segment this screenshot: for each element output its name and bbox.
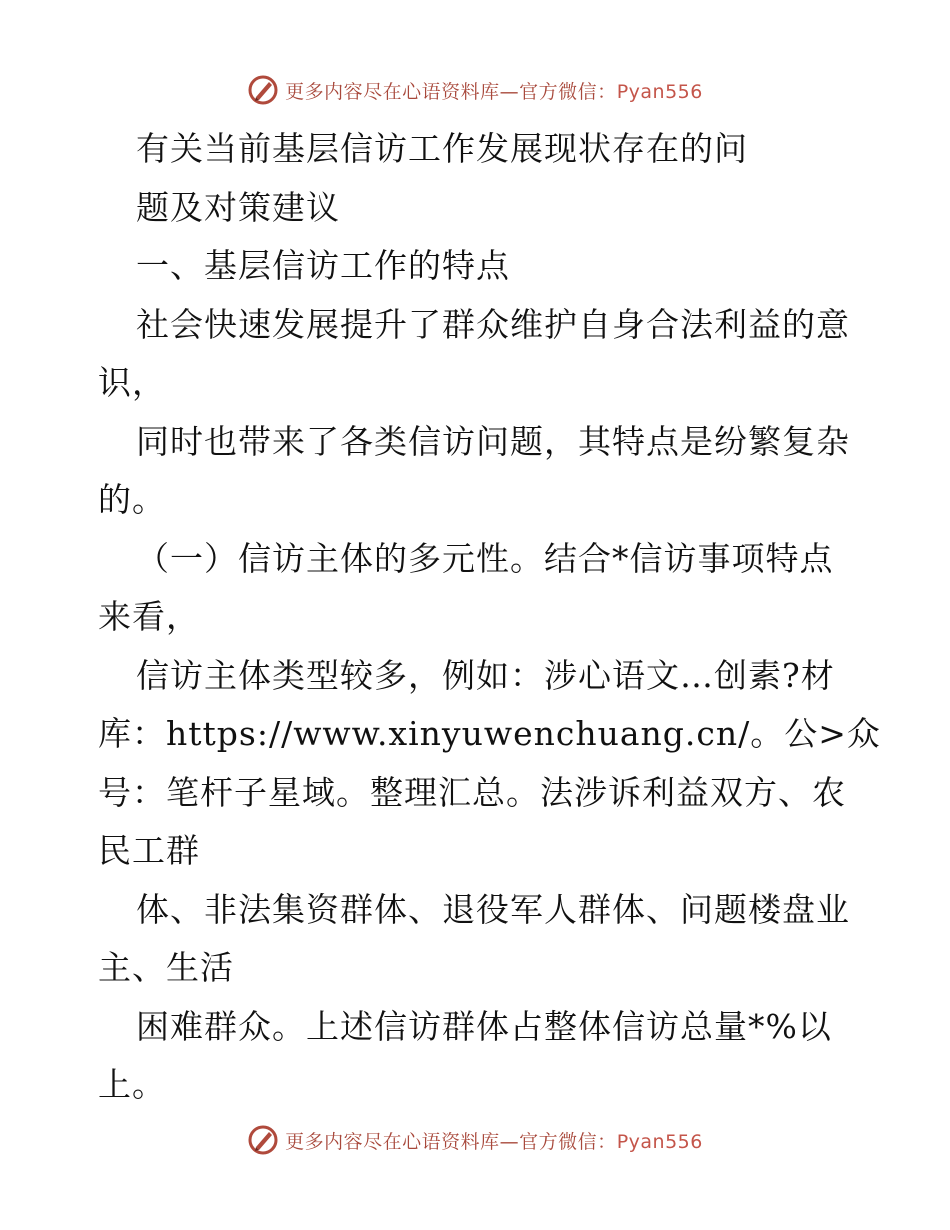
doc-line: 同时也带来了各类信访问题，其特点是纷繁复杂 xyxy=(136,421,850,461)
banner-separator: — xyxy=(499,80,520,103)
footer-banner xyxy=(0,1120,950,1160)
banner-wechat-label: 官方微信： xyxy=(519,1130,617,1153)
banner-wechat-id: Pyan556 xyxy=(616,1130,703,1153)
doc-line: 一、基层信访工作的特点 xyxy=(136,246,510,285)
doc-line: 识， xyxy=(98,363,166,402)
doc-line: 社会快速发展提升了群众维护自身合法利益的意 xyxy=(136,304,850,344)
doc-line: 题及对策建议 xyxy=(136,187,340,227)
banner-text xyxy=(285,1127,703,1154)
doc-line: （一）信访主体的多元性。结合*信访事项特点 xyxy=(136,538,834,578)
doc-line: 信访主体类型较多，例如：涉心语文…创素?材 xyxy=(136,655,835,695)
document-body xyxy=(98,120,881,1115)
banner-wechat-label: 官方微信： xyxy=(519,80,617,103)
doc-line: 困难群众。上述信访群体占整体信访总量*%以 xyxy=(136,1006,832,1046)
pen-circle-logo-icon xyxy=(247,1124,279,1156)
pen-circle-logo-icon xyxy=(247,74,279,106)
banner-wechat-id: Pyan556 xyxy=(616,80,703,103)
doc-line: 号：笔杆子星域。整理汇总。法涉诉利益双方、农 xyxy=(98,772,846,812)
doc-line: 民工群 xyxy=(98,831,200,870)
doc-line: 上。 xyxy=(98,1065,166,1104)
doc-line: 库：https://www.xinyuwenchuang.cn/。公>众 xyxy=(98,714,881,753)
banner-text xyxy=(285,77,703,104)
doc-line: 的。 xyxy=(98,480,166,519)
banner-title: 更多内容尽在心语资料库 xyxy=(285,1130,500,1153)
header-banner xyxy=(0,70,950,110)
doc-line: 主、生活 xyxy=(98,948,234,987)
banner-title: 更多内容尽在心语资料库 xyxy=(285,80,500,103)
doc-line: 来看， xyxy=(98,597,200,636)
doc-line: 有关当前基层信访工作发展现状存在的问 xyxy=(136,129,748,168)
doc-line: 体、非法集资群体、退役军人群体、问题楼盘业 xyxy=(136,889,850,929)
banner-separator: — xyxy=(499,1130,520,1153)
